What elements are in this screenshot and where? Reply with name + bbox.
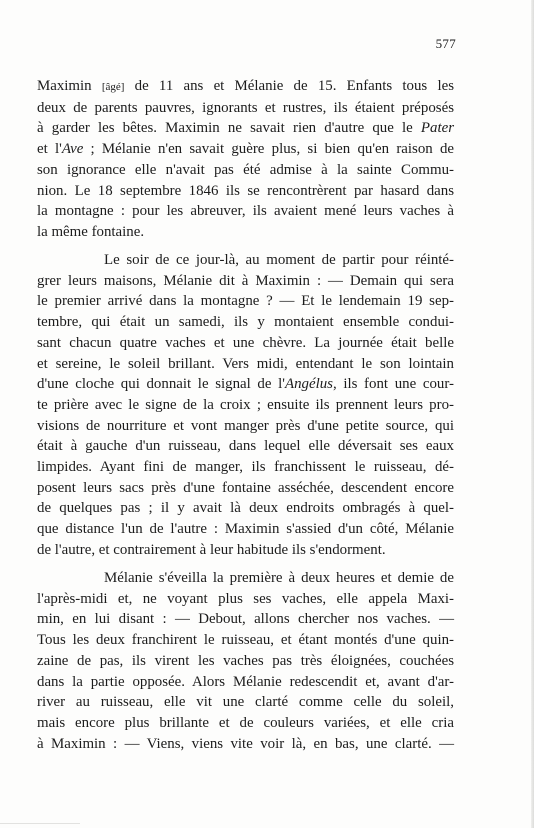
text-line: min, en lui disant : — Debout, allons chercher nos vaches. —	[37, 611, 454, 628]
italic-term: Pater	[420, 120, 454, 137]
text-line: Tous les deux franchirent le ruisseau, et étant montés d'une quin-	[37, 632, 454, 649]
text-line: nion. Le 18 septembre 1846 ils se rencontrèrent par hasard dans	[37, 182, 454, 199]
text-line: de quelques pas ; il y avait là deux endroits ombragés à quel-	[37, 500, 454, 517]
text-line: limpides. Ayant fini de manger, ils franchissent le ruisseau, dé-	[37, 459, 454, 476]
text-run: et l'	[37, 141, 62, 158]
italic-term: Angélus	[284, 376, 333, 393]
text-line: son ignorance elle n'avait pas été admise à la sainte Commu-	[37, 161, 454, 178]
text-line: visions de nourriture et vont manger près d'une petite source, qui	[37, 417, 454, 434]
text-line: la même fontaine.	[37, 223, 145, 240]
scan-mark	[0, 823, 80, 824]
text-line: était à gauche d'un ruisseau, dans lequel elle déversait ses eaux	[37, 438, 454, 455]
text-line: tembre, qui était un samedi, ils y montaient ensemble condui-	[37, 314, 454, 331]
text-run: ; Mélanie n'en savait guère plus, si bien qu'en raison de	[83, 141, 454, 158]
text-line	[37, 374, 454, 395]
text-line: la montagne : pour les abreuver, ils avaient mené leurs vaches à	[37, 203, 454, 220]
text-line: Le soir de ce jour-là, au moment de partir pour réinté-	[104, 252, 454, 268]
text-line: l'après-midi et, ne voyant plus ses vaches, elle appela Maxi-	[37, 590, 454, 607]
text-run: Maximin	[37, 78, 102, 94]
text-line: mais encore plus brillante et de couleurs variées, et elle cria	[37, 714, 454, 731]
editorial-insertion: [âgé]	[101, 81, 125, 93]
paragraph-3	[37, 568, 454, 754]
text-line	[37, 139, 454, 160]
paragraph-1	[37, 76, 454, 243]
text-line: zaine de pas, ils virent les vaches pas très éloignées, couchées	[37, 652, 454, 669]
text-line: à Maximin : — Viens, viens vite voir là, en bas, une clarté. —	[37, 735, 454, 752]
text-line: sant chacun quatre vaches et une chèvre. La journée était belle	[37, 334, 454, 351]
text-run: d'une cloche qui donnait le signal de l'	[37, 376, 285, 393]
page-number: 577	[435, 36, 456, 51]
text-line: posent leurs sacs près d'une fontaine asséchée, descendent encore	[37, 479, 454, 496]
text-line	[37, 76, 454, 98]
text-line: grer leurs maisons, Mélanie dit à Maximin : — Demain qui sera	[37, 272, 454, 289]
text-line	[37, 118, 454, 139]
text-line: river au ruisseau, elle vit une clarté comme celle du soleil,	[37, 694, 454, 711]
text-run: , ils font une cour-	[332, 376, 454, 393]
text-line: et sereine, le soleil brillant. Vers midi, entendant le son lointain	[37, 355, 454, 372]
text-run: à garder les bêtes. Maximin ne savait rien d'autre que le	[37, 120, 421, 137]
text-run: de 11 ans et Mélanie de 15. Enfants tous les	[124, 78, 454, 94]
text-line: de l'autre, et contrairement à leur habitude ils s'endorment.	[37, 541, 386, 558]
text-line: te prière avec le signe de la croix ; ensuite ils prennent leurs pro-	[37, 396, 454, 413]
text-line: deux de parents pauvres, ignorants et rustres, ils étaient préposés	[37, 99, 454, 116]
paragraph-2	[37, 250, 454, 561]
text-line: dans la partie opposée. Alors Mélanie redescendit et, avant d'ar-	[37, 673, 454, 690]
text-line: Mélanie s'éveilla la première à deux heures et demie de	[104, 570, 454, 586]
text-line: que distance l'un de l'autre : Maximin s'assied d'un côté, Mélanie	[37, 521, 454, 538]
text-line: le premier arrivé dans la montagne ? — Et le lendemain 19 sep-	[37, 293, 454, 310]
italic-term: Ave	[61, 141, 84, 158]
